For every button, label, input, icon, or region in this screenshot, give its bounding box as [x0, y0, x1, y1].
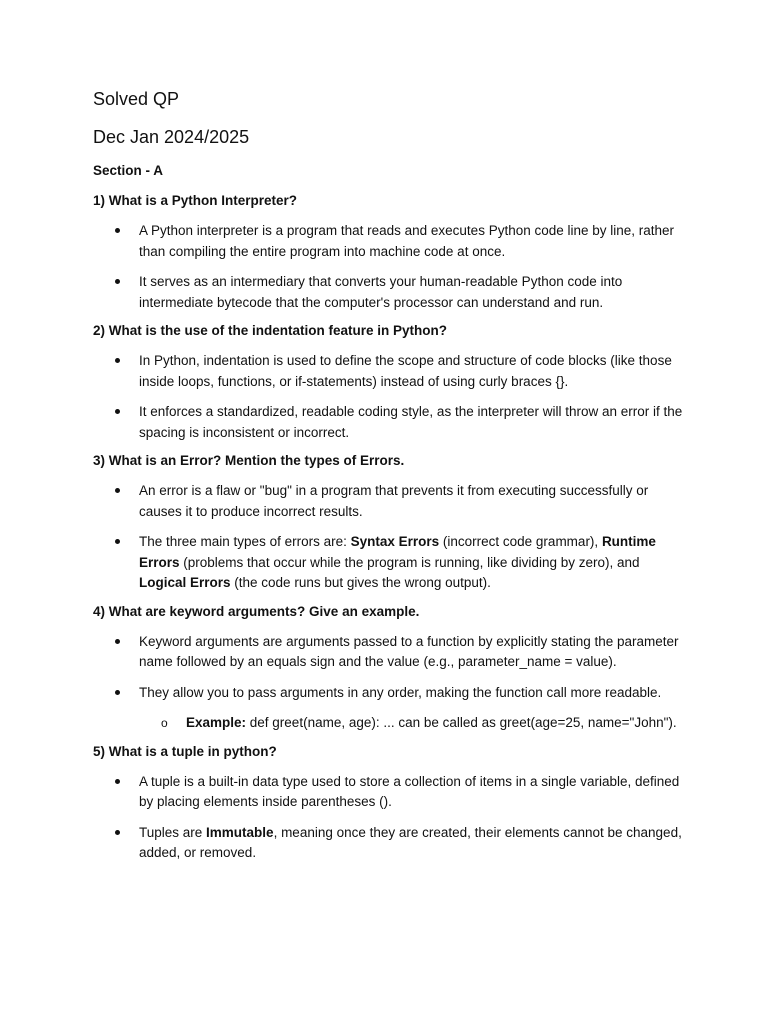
example-text: def greet(name, age): ... can be called as greet(age=25, name="John").: [246, 715, 677, 730]
list-item: [93, 402, 683, 443]
sub-list-item: [139, 713, 683, 734]
example-sublist: [139, 713, 683, 734]
list-item: [93, 772, 683, 813]
answer-text: They allow you to pass arguments in any order, making the function call more readable.: [139, 684, 662, 700]
answer-text: In Python, indentation is used to define the scope and structure of code blocks (like those inside loops, functions, or if-statements) instead of using curly braces {}.: [139, 353, 672, 389]
bullet-icon: [115, 358, 120, 363]
answer-text-part: The three main types of errors are:: [139, 534, 351, 549]
list-item: [93, 632, 683, 673]
question-4-answer-list: [93, 632, 683, 734]
example-label: Example:: [186, 715, 247, 730]
error-type-logical: Logical Errors: [139, 575, 231, 590]
bullet-icon: [115, 228, 120, 233]
bullet-icon: [115, 690, 120, 695]
question-2-answer-list: [93, 351, 683, 443]
bullet-icon: [115, 539, 120, 544]
answer-text-part: (problems that occur while the program is running, like dividing by zero), and: [179, 554, 640, 570]
answer-text: Keyword arguments are arguments passed to a function by explicitly stating the parameter name followed by an equals sign and the value (e.g., parameter_name = value).: [139, 633, 679, 669]
answer-text-part: (the code runs but gives the wrong output).: [230, 575, 491, 590]
error-type-runtime: Runtime Errors: [139, 534, 656, 570]
question-1-heading: 1) What is a Python Interpreter?: [93, 193, 298, 208]
bullet-icon: [115, 639, 120, 644]
list-item: [93, 272, 683, 313]
question-4-heading: 4) What are keyword arguments? Give an example.: [93, 603, 420, 619]
answer-text: A Python interpreter is a program that reads and executes Python code line by line, rather than compiling the entire program into machine code at once.: [139, 223, 675, 259]
answer-text-part: (incorrect code grammar),: [439, 534, 602, 549]
list-item: [93, 683, 683, 734]
section-heading: Section - A: [93, 163, 164, 178]
question-2-heading: 2) What is the use of the indentation feature in Python?: [93, 323, 448, 338]
bullet-icon: [115, 488, 120, 493]
answer-text: An error is a flaw or "bug" in a program that prevents it from executing successfully or causes it to produce incorrect results.: [139, 483, 649, 519]
list-item: [93, 221, 683, 262]
question-3-answer-list: [93, 481, 683, 594]
document-title: Solved QP: [93, 89, 180, 109]
question-3-heading: 3) What is an Error? Mention the types of Errors.: [93, 453, 405, 468]
answer-text: It enforces a standardized, readable coding style, as the interpreter will throw an error if the spacing is inconsistent or incorrect.: [139, 404, 683, 440]
bullet-icon: [115, 779, 120, 784]
answer-text-part: Tuples are: [139, 824, 207, 840]
answer-text-part: , meaning once they are created, their elements cannot be changed, added, or removed.: [139, 824, 682, 860]
question-1-answer-list: [93, 221, 683, 313]
question-5-answer-list: [93, 772, 683, 864]
list-item: [93, 351, 683, 392]
bullet-icon: [115, 409, 120, 414]
circle-bullet-icon: o: [161, 716, 168, 730]
bullet-icon: [115, 279, 120, 284]
document-subtitle: Dec Jan 2024/2025: [93, 127, 250, 147]
bullet-icon: [115, 830, 120, 835]
list-item: [93, 823, 683, 864]
immutable-keyword: Immutable: [206, 824, 274, 840]
error-type-syntax: Syntax Errors: [350, 534, 440, 549]
question-5-heading: 5) What is a tuple in python?: [93, 743, 277, 759]
answer-text: It serves as an intermediary that converts your human-readable Python code into intermediate bytecode that the computer's processor can understand and run.: [139, 274, 623, 310]
answer-text: A tuple is a built-in data type used to store a collection of items in a single variable, defined by placing elements inside parentheses ().: [139, 773, 680, 809]
list-item: [93, 532, 683, 594]
list-item: [93, 481, 683, 522]
document-page: [93, 88, 683, 873]
